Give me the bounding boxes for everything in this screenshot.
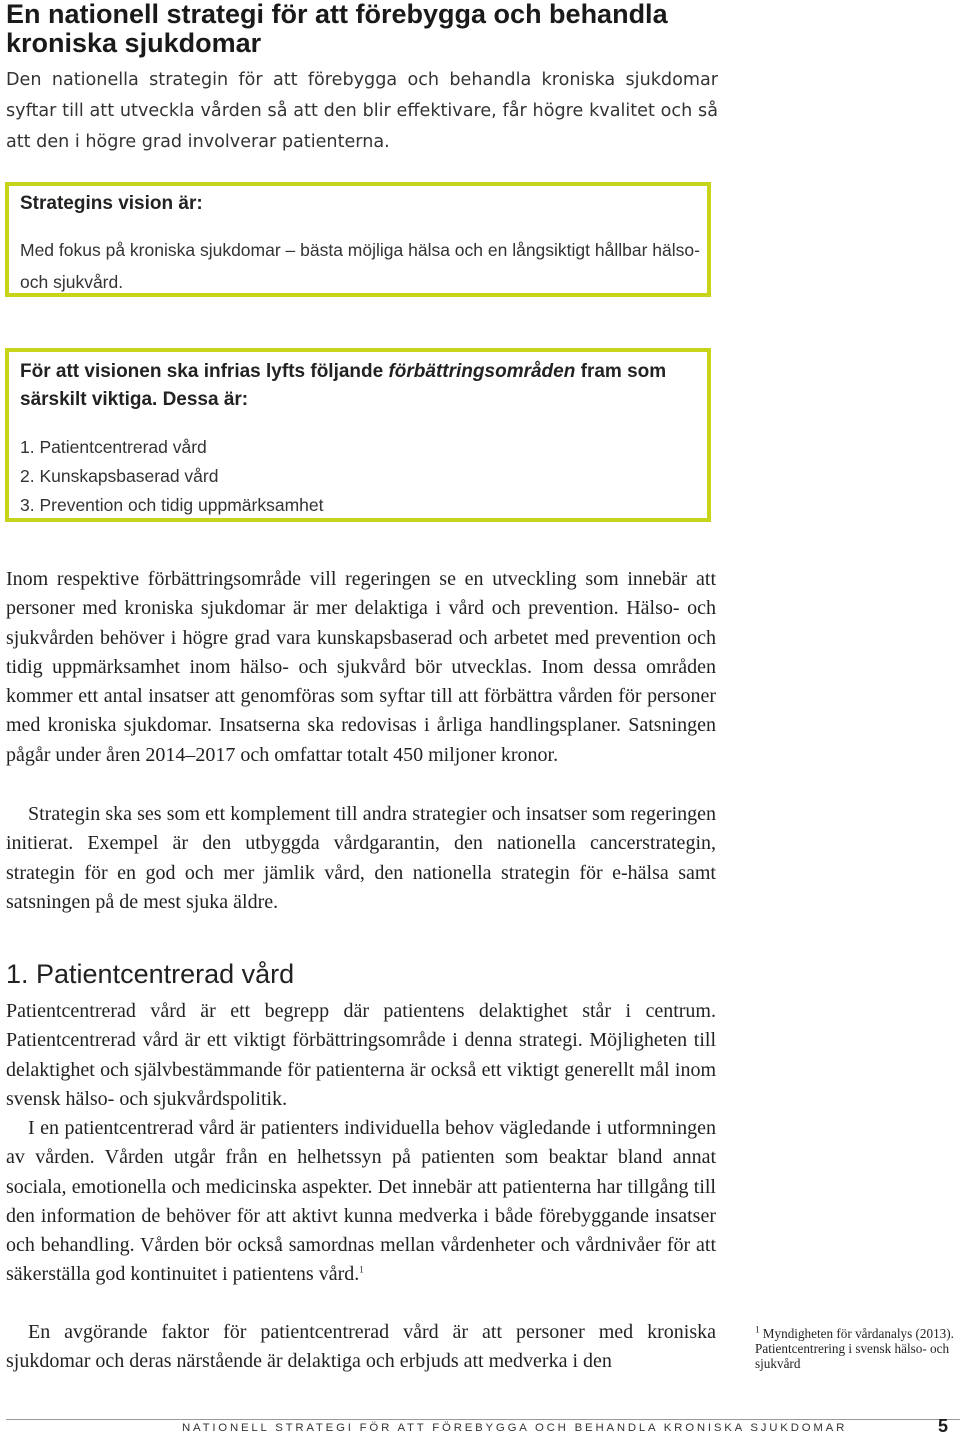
- page-number: 5: [938, 1416, 949, 1436]
- vision-text: Med fokus på kroniska sjukdomar – bästa möjliga hälsa och en långsiktigt hållbar hälso- och sjukvård.: [20, 240, 700, 292]
- improvement-areas-list: [20, 433, 324, 520]
- body-paragraph: Strategin ska ses som ett komplement till andra strategier och insatser som regeringen initierat. Exempel är den utbyggda vårdgarantin, den nationella cancerstrategin, strategin för en god och mer jämlik vård, den nationella strategin för e-hälsa samt satsningen på de mest sjuka äldre.: [6, 803, 716, 913]
- intro-paragraph: Den nationella strategin för att förebygga och behandla kroniska sjukdomar syftar till att utveckla vården så att den blir effektivare, får högre kvalitet och så att den i högre grad involverar patienterna.: [6, 70, 718, 152]
- footnote-reference[interactable]: 1: [359, 1264, 364, 1275]
- footnote: [755, 1326, 960, 1371]
- footnote-marker: 1: [755, 1324, 760, 1335]
- section-paragraph-text: I en patientcentrerad vård är patienters individuella behov vägledande i utformningen av vården. Vården utgår från en helhetssyn på patienten som beaktar bland annat sociala, emotionella och medicinska aspekter. Det innebär att patienterna har tillgång till den information de behöver för att aktivt kunna medverka i både förebyggande insatser och behandling. Vården bör också samordnas mellan vårdenheter och vårdnivåer för att säkerställa god kontinuitet i patientens vård.: [6, 1117, 716, 1286]
- footnote-text: Myndigheten för vårdanalys (2013). Patientcentrering i svensk hälso- och sjukvård: [755, 1326, 954, 1371]
- list-item: 3. Prevention och tidig uppmärksamhet: [20, 495, 324, 515]
- footer-divider: [6, 1419, 960, 1420]
- heading-text-after: fram som särskilt viktiga. Dessa är:: [20, 361, 667, 410]
- vision-box: [5, 182, 711, 297]
- page-title: En nationell strategi för att förebygga och behandla kroniska sjukdomar: [6, 0, 668, 58]
- section-paragraph: Patientcentrerad vård är ett begrepp där patientens delaktighet står i centrum. Patientcentrerad vård är ett viktigt förbättringsområde i denna strategi. Möjligheten till delaktighet och självbestämmande för patienterna är också ett viktigt generellt mål inom svensk hälso- och sjukvårdspolitik.: [6, 1000, 716, 1110]
- section-paragraph: En avgörande faktor för patientcentrerad vård är att personer med kroniska sjukdomar och deras närstående är delaktiga och erbjuds att medverka i den: [6, 1321, 716, 1373]
- running-head: NATIONELL STRATEGI FÖR ATT FÖREBYGGA OCH BEHANDLA KRONISKA SJUKDOMAR: [182, 1422, 848, 1434]
- section-heading: 1. Patientcentrerad vård: [6, 959, 295, 989]
- list-item: 1. Patientcentrerad vård: [20, 437, 207, 457]
- improvement-areas-box: [5, 348, 711, 522]
- section-paragraph: [6, 1114, 716, 1290]
- vision-heading: Strategins vision är:: [20, 193, 203, 214]
- body-paragraph: Inom respektive förbättringsområde vill regeringen se en utveckling som innebär att personer med kroniska sjukdomar är mer delaktiga i vård och prevention. Hälso- och sjukvården behöver i högre grad vara kunskapsbaserad och arbetet med prevention och tidig uppmärksamhet inom hälso- och sjukvård bör utvecklas. Inom dessa områden kommer ett antal insatser att genomföras som syftar till att förbättra vården för personer med kroniska sjukdomar. Insatserna ska redovisas i årliga handlingsplaner. Satsningen pågår under åren 2014–2017 och omfattar totalt 450 miljoner kronor.: [6, 568, 716, 766]
- list-item: 2. Kunskapsbaserad vård: [20, 466, 219, 486]
- improvement-areas-heading: [20, 358, 700, 414]
- heading-emphasis: förbättringsområden: [388, 361, 576, 382]
- heading-text-before: För att visionen ska infrias lyfts följande: [20, 361, 389, 382]
